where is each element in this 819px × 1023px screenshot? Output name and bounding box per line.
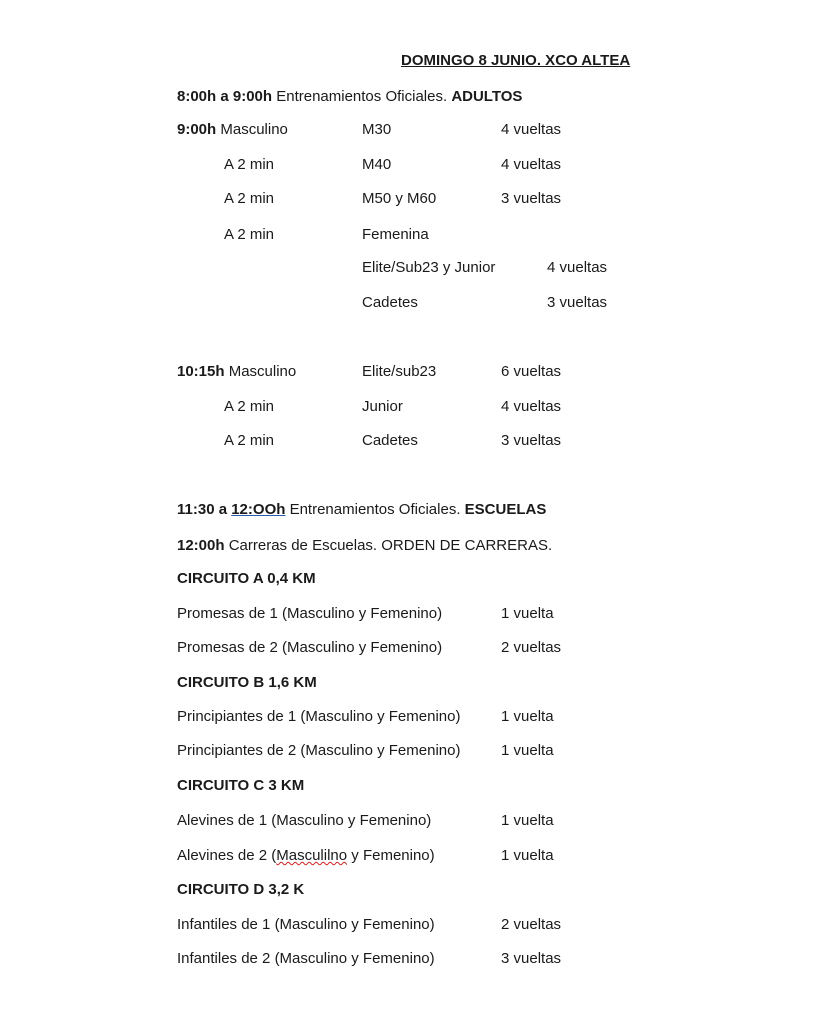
text: Entrenamientos Oficiales. bbox=[276, 88, 448, 105]
category: Elite/Sub23 y Junior bbox=[362, 259, 496, 276]
category: Alevines de 1 (Masculino y Femenino) bbox=[177, 812, 432, 829]
time: 11:30 a bbox=[177, 501, 228, 518]
laps: 3 vueltas bbox=[501, 950, 562, 967]
category: Alevines de 2 (Masculilno y Femenino) bbox=[177, 847, 435, 864]
category: Cadetes bbox=[362, 432, 418, 449]
escuelas-training-line bbox=[177, 501, 546, 519]
offset: A 2 min bbox=[224, 190, 275, 207]
category: M50 y M60 bbox=[362, 190, 437, 207]
laps: 4 vueltas bbox=[501, 121, 562, 138]
offset: A 2 min bbox=[224, 226, 275, 243]
circuit-heading: CIRCUITO C 3 KM bbox=[177, 777, 305, 794]
category: Principiantes de 1 (Masculino y Femenino) bbox=[177, 708, 461, 725]
laps: 3 vueltas bbox=[501, 190, 562, 207]
offset: A 2 min bbox=[224, 432, 275, 449]
offset: A 2 min bbox=[224, 156, 275, 173]
laps: 1 vuelta bbox=[501, 812, 554, 829]
laps: 3 vueltas bbox=[547, 294, 608, 311]
label: Masculino bbox=[228, 363, 297, 380]
category: Promesas de 2 (Masculino y Femenino) bbox=[177, 639, 443, 656]
laps: 2 vueltas bbox=[501, 639, 562, 656]
category: Infantiles de 2 (Masculino y Femenino) bbox=[177, 950, 435, 967]
laps: 4 vueltas bbox=[547, 259, 608, 276]
page-title: DOMINGO 8 JUNIO. XCO ALTEA bbox=[401, 52, 631, 69]
time-end: 12:OOh bbox=[231, 501, 286, 518]
text: Carreras de Escuelas. ORDEN DE CARRERAS. bbox=[228, 537, 553, 554]
laps: 1 vuelta bbox=[501, 847, 554, 864]
spelling-error: Masculilno bbox=[276, 847, 348, 864]
block2-start bbox=[177, 363, 296, 381]
laps: 3 vueltas bbox=[501, 432, 562, 449]
laps: 4 vueltas bbox=[501, 398, 562, 415]
time: 10:15h bbox=[177, 363, 225, 380]
laps: 1 vuelta bbox=[501, 605, 554, 622]
offset: A 2 min bbox=[224, 398, 275, 415]
time: 9:00h bbox=[177, 121, 217, 138]
laps: 1 vuelta bbox=[501, 742, 554, 759]
circuit-heading: CIRCUITO B 1,6 KM bbox=[177, 674, 317, 691]
circuit-heading: CIRCUITO A 0,4 KM bbox=[177, 570, 316, 587]
label: Masculino bbox=[220, 121, 288, 138]
category: Principiantes de 2 (Masculino y Femenino) bbox=[177, 742, 461, 759]
carreras-line bbox=[177, 537, 552, 555]
laps: 1 vuelta bbox=[501, 708, 554, 725]
group: ADULTOS bbox=[451, 88, 523, 105]
block1-start bbox=[177, 121, 288, 139]
category: Femenina bbox=[362, 226, 429, 243]
laps: 6 vueltas bbox=[501, 363, 562, 380]
laps: 2 vueltas bbox=[501, 916, 562, 933]
circuit-heading: CIRCUITO D 3,2 K bbox=[177, 881, 305, 898]
category: Promesas de 1 (Masculino y Femenino) bbox=[177, 605, 443, 622]
category: Infantiles de 1 (Masculino y Femenino) bbox=[177, 916, 435, 933]
adultos-training-line bbox=[177, 88, 522, 106]
time: 8:00h a 9:00h bbox=[177, 88, 273, 105]
category: M40 bbox=[362, 156, 392, 173]
group: ESCUELAS bbox=[464, 501, 547, 518]
category: Cadetes bbox=[362, 294, 418, 311]
category: Junior bbox=[362, 398, 403, 415]
text: Entrenamientos Oficiales. bbox=[289, 501, 461, 518]
category: Elite/sub23 bbox=[362, 363, 437, 380]
time: 12:00h bbox=[177, 537, 225, 554]
laps: 4 vueltas bbox=[501, 156, 562, 173]
category: M30 bbox=[362, 121, 392, 138]
